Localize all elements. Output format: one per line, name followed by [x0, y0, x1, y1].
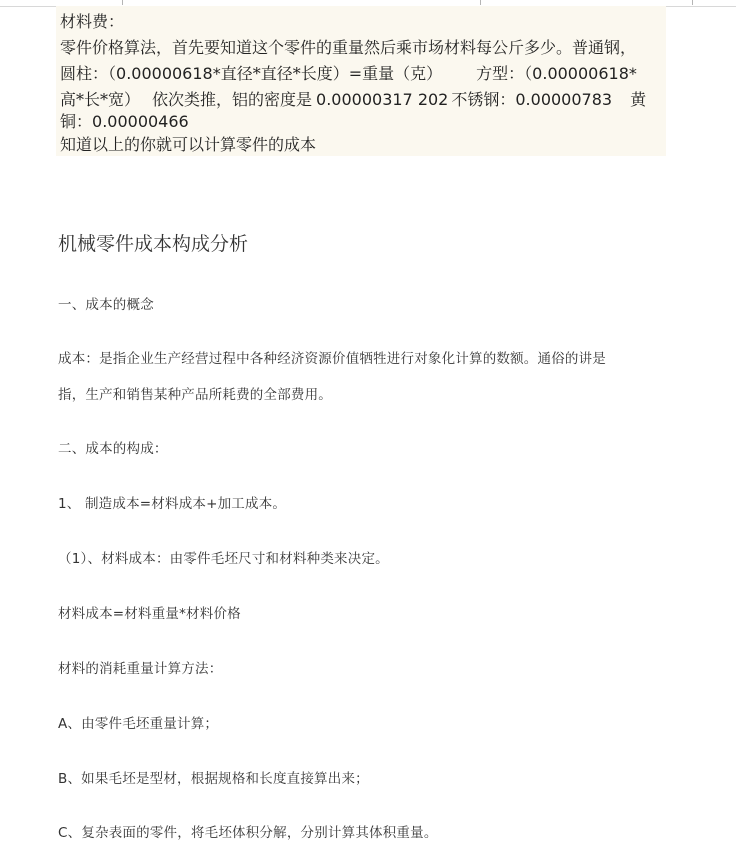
quote-number: （0.00000618* — [524, 64, 637, 83]
calculation-methods-title: 材料的消耗重量计算方法： — [58, 661, 223, 677]
method-c: C、复杂表面的零件，将毛坯体积分解，分别计算其体积重量。 — [58, 825, 438, 841]
quote-text: 依次类推，铝的密度是 — [152, 90, 313, 109]
list-item-manufacturing-cost: 1、 制造成本=材料成本+加工成本。 — [58, 496, 287, 512]
definition-line-1: 成本：是指企业生产经营过程中各种经济资源价值牺牲进行对象化计算的数额。通俗的讲是 — [58, 351, 606, 367]
material-cost-formula: 材料成本=材料重量*材料价格 — [58, 606, 241, 622]
quote-text: 方型： — [476, 64, 525, 83]
list-item-material-cost: （1）、材料成本：由零件毛坯尺寸和材料种类来决定。 — [58, 551, 389, 567]
method-b: B、如果毛坯是型材，根据规格和长度直接算出来； — [58, 771, 369, 787]
quote-text: 圆柱： — [60, 64, 109, 83]
article-title: 机械零件成本构成分析 — [58, 233, 249, 255]
quote-line-1: 零件价格算法，首先要知道这个零件的重量然后乘市场材料每公斤多少。普通钢， — [60, 38, 637, 57]
quote-number: 0.00000783 — [515, 90, 613, 109]
quote-label: 材料费： — [60, 12, 125, 31]
section-heading-composition: 二、成本的构成： — [58, 441, 168, 457]
top-tick-mark — [692, 0, 693, 5]
quoted-excerpt — [56, 6, 666, 156]
top-tick-mark — [480, 0, 481, 5]
section-heading-concept: 一、成本的概念 — [58, 297, 154, 313]
quote-number: 0.00000466 — [92, 112, 189, 131]
quote-line-2 — [60, 61, 637, 87]
quote-text: 不锈钢： — [451, 90, 516, 109]
quote-number: 0.00000317 202 — [316, 90, 449, 109]
quote-line-5: 知道以上的你就可以计算零件的成本 — [60, 135, 317, 154]
quote-text: 直径*直径*长度）=重量（克） — [220, 64, 443, 83]
quote-text: 铜： — [60, 112, 93, 131]
top-tick-mark — [122, 0, 123, 5]
quote-text: 高*长*宽） — [60, 90, 141, 109]
method-a: A、由零件毛坯重量计算； — [58, 716, 219, 732]
quote-number: （0.00000618* — [108, 64, 221, 83]
definition-line-2: 指，生产和销售某种产品所耗费的全部费用。 — [58, 387, 332, 403]
quote-text: 黄 — [630, 90, 647, 109]
